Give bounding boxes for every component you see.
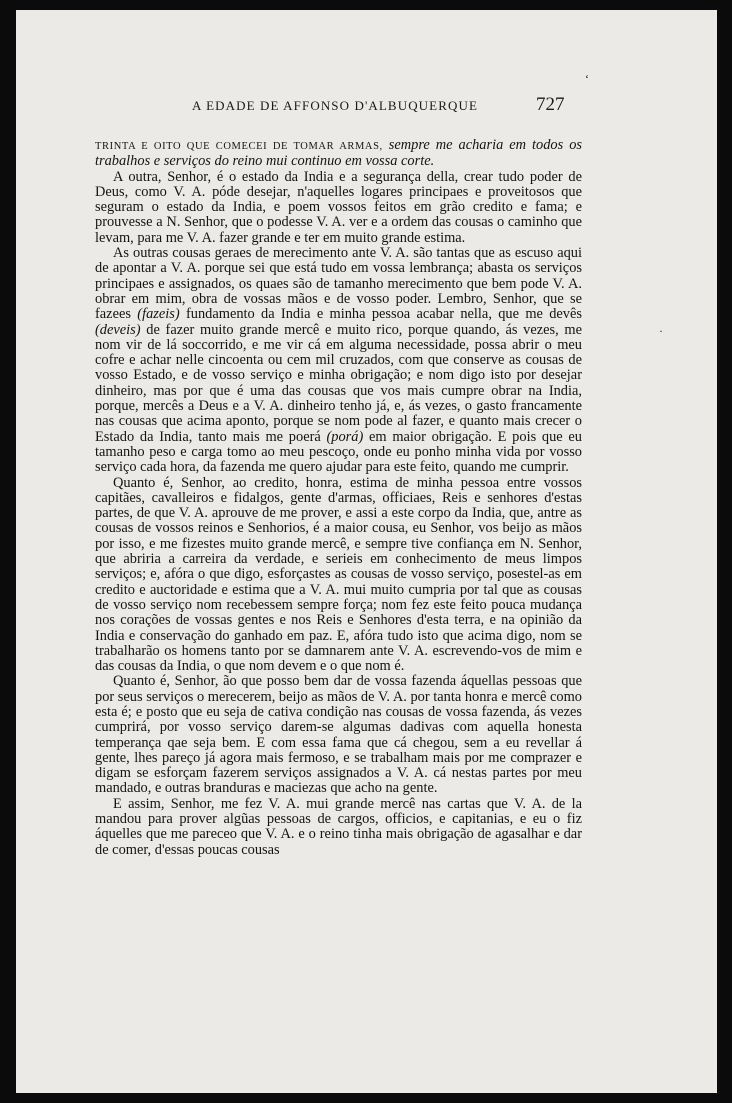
- paragraph-2: A outra, Senhor, é o estado da India e a segurança della, crear tudo poder de Deus, como V. A. póde desejar, n'aquelles logares principaes e proveitosos que seguram o estado da India, e poem vossos feitos em grão credito e fama; e prouvesse a N. Senhor, que o podesse V. A. ver e a ordem das cousas o caminho que levam, para me V. A. fazer grande e ter em muito grande estima.: [95, 168, 582, 246]
- paragraph-1: [95, 138, 582, 170]
- book-page: [16, 10, 717, 1093]
- body-text: [95, 138, 582, 858]
- running-title: A EDADE DE AFFONSO D'ALBUQUERQUE: [192, 98, 478, 113]
- stray-mark-top: ʻ: [585, 72, 589, 86]
- stray-mark-margin: ·: [659, 324, 663, 338]
- gloss-deveis: (deveis): [95, 321, 141, 338]
- small-caps-opening: TRINTA E OITO QUE COMECEI DE TOMAR ARMAS,: [95, 141, 383, 152]
- page-number: 727: [536, 94, 565, 115]
- gloss-fazeis: (fazeis): [137, 306, 180, 323]
- paragraph-6: E assim, Senhor, me fez V. A. mui grande mercê nas cartas que V. A. de la mandou para prover algũas pessoas de cargos, officios, e capitanias, e eu o fiz áquelles que me pareceo que V. A. e o reino tinha mais obrigação de agasalhar e dar de comer, d'essas poucas cousas: [95, 795, 582, 858]
- paragraph-5: Quanto é, Senhor, ão que posso bem dar de vossa fazenda áquellas pessoas que por seus serviços o merecerem, beijo as mãos de V. A. por tanta honra e mercê como esta é; e posto que eu seja de cativa condição nas cousas de vossa fazenda, ás vezes cumprirá, por vosso serviço darem-se algumas dadivas com aquella honesta temperança qae seja bem. E com essa fama que cá chegou, sem a eu revellar á gente, lhes pareço já agora mais fermoso, e se trabalham mais por me comprazer e digam se esforçam fazerem serviços assignados a V. A. cá nestas partes por meu mandado, e outras branduras e maciezas que acho na gente.: [95, 673, 582, 797]
- italic-phrase: sempre me acharia em todos os trabalhos e serviços do reino mui continuo em vossa corte.: [95, 137, 582, 170]
- gloss-pora: (porá): [326, 428, 364, 445]
- page-header: [16, 94, 717, 118]
- paragraph-3: As outras cousas geraes de merecimento ante V. A. são tantas que as escuso aqui de apontar a V. A. porque sei que está tudo em vossa lembrança; abasta os serviços principaes e assignados, os quaes são de tamanho merecimento que bem pode V. A. obrar em mim, obra de vossas mãos e de vosso poder. Lembro, Senhor, que se fazees (fazeis) fundamento da India e minha pessoa acabar nella, que me devês (deveis) de fazer muito grande mercê e muito rico, porque quando, ás vezes, me nom vir de lá soccorrido, e me vir cá em alguma necessidade, possa abrir o meu cofre e achar nelle cincoenta ou cem mil cruzados, com que conserve as cousas de vosso Estado, e de vosso serviço e minha obrigação; e nom digo isto por desejar dinheiro, mas por que é uma das cousas que vos mais cumpre obrar na India, porque, mercês a Deus e a V. A. dinheiro tenho já, e, ás vezes, o gasto francamente nas cousas que acima aponto, porque se nom pode al fazer, e quanto mais crecer o Estado da India, tanto mais me poerá (porá) em maior obrigação. E pois que eu tamanho peso e carga tomo ao meu pescoço, onde eu ponho minha vida por vosso serviço cada hora, da fazenda me quero ajudar para este feito, quando me cumprir.: [95, 245, 582, 476]
- paragraph-4: Quanto é, Senhor, ao credito, honra, estima de minha pessoa entre vossos capitães, cavalleiros e fidalgos, gente d'armas, officiaes, Reis e senhores d'estas partes, de que V. A. aprouve de me prover, e assi a este corpo da India, que, antre as cousas de vossos reinos e Senhorios, é a maior cousa, eu Senhor, vos beijo as mãos por isso, e me fizestes muito grande mercê, e sempre tive confiança em N. Senhor, que abriria a carreira da verdade, e serieis em conhecimento de meus limpos serviços; e, afóra o que digo, esforçastes as cousas de vosso serviço, posestel-as em credito e auctoridade e estima que a V. A. mui muito cumpria por tal que as cousas de vosso serviço nom recebessem sempre força; nom fez este feito pouca mudança nos corações de vossas gentes e nos Reis e Senhores d'esta terra, e na opinião da India e conservação do ganhado em paz. E, afóra tudo isto que acima digo, nom se trabalharão os homens tanto por se damnarem ante V. A. escrevendo-vos de mim e das cousas da India, o que nom devem e o que nom é.: [95, 474, 582, 675]
